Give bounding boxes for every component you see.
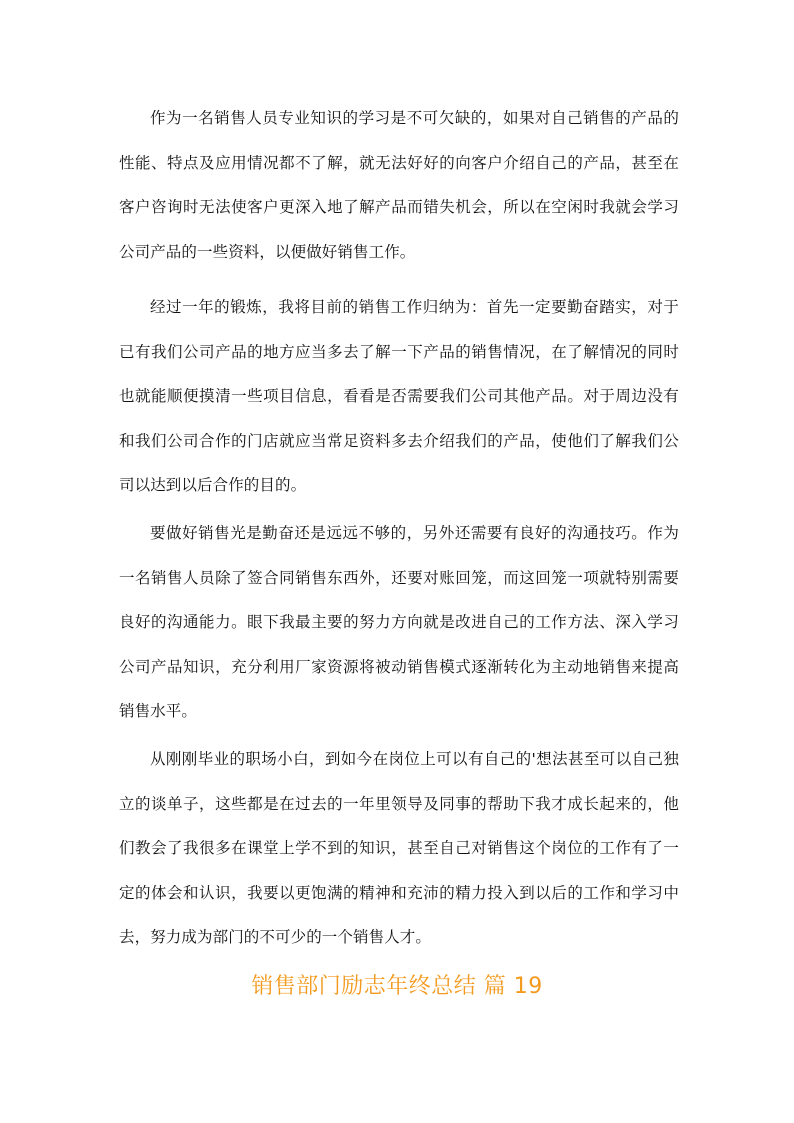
body-paragraph-4: 从刚刚毕业的职场小白，到如今在岗位上可以有自己的'想法甚至可以自己独立的谈单子，这些都是在过去的一年里领导及同事的帮助下我才成长起来的，他们教会了我很多在课堂上学不到的知识，甚至自己对销售这个岗位的工作有了一定的体会和认识，我要以更饱满的精神和充沛的精力投入到以后的工作和学习中去，努力成为部门的不可少的一个销售人才。 xyxy=(119,750,679,946)
body-paragraph-1: 作为一名销售人员专业知识的学习是不可欠缺的，如果对自己销售的产品的性能、特点及应用情况都不了解，就无法好好的向客户介绍自己的产品，甚至在客户咨询时无法使客户更深入地了解产品而错失机会，所以在空闲时我就会学习公司产品的一些资料，以便做好销售工作。 xyxy=(119,109,679,261)
body-paragraph-2: 经过一年的锻炼，我将目前的销售工作归纳为：首先一定要勤奋踏实，对于已有我们公司产品的地方应当多去了解一下产品的销售情况，在了解情况的同时也就能顺便摸清一些项目信息，看看是否需要我们公司其他产品。对于周边没有和我们公司合作的门店就应当常足资料多去介绍我们的产品，使他们了解我们公司以达到以后合作的目的。 xyxy=(119,298,679,494)
section-title: 销售部门励志年终总结 篇 19 xyxy=(251,974,543,999)
body-paragraph-3: 要做好销售光是勤奋还是远远不够的，另外还需要有良好的沟通技巧。作为一名销售人员除了签合同销售东西外，还要对账回笼，而这回笼一项就特别需要良好的沟通能力。眼下我最主要的努力方向就是改进自己的工作方法、深入学习公司产品知识，充分利用厂家资源将被动销售模式逐渐转化为主动地销售来提高销售水平。 xyxy=(119,524,679,720)
